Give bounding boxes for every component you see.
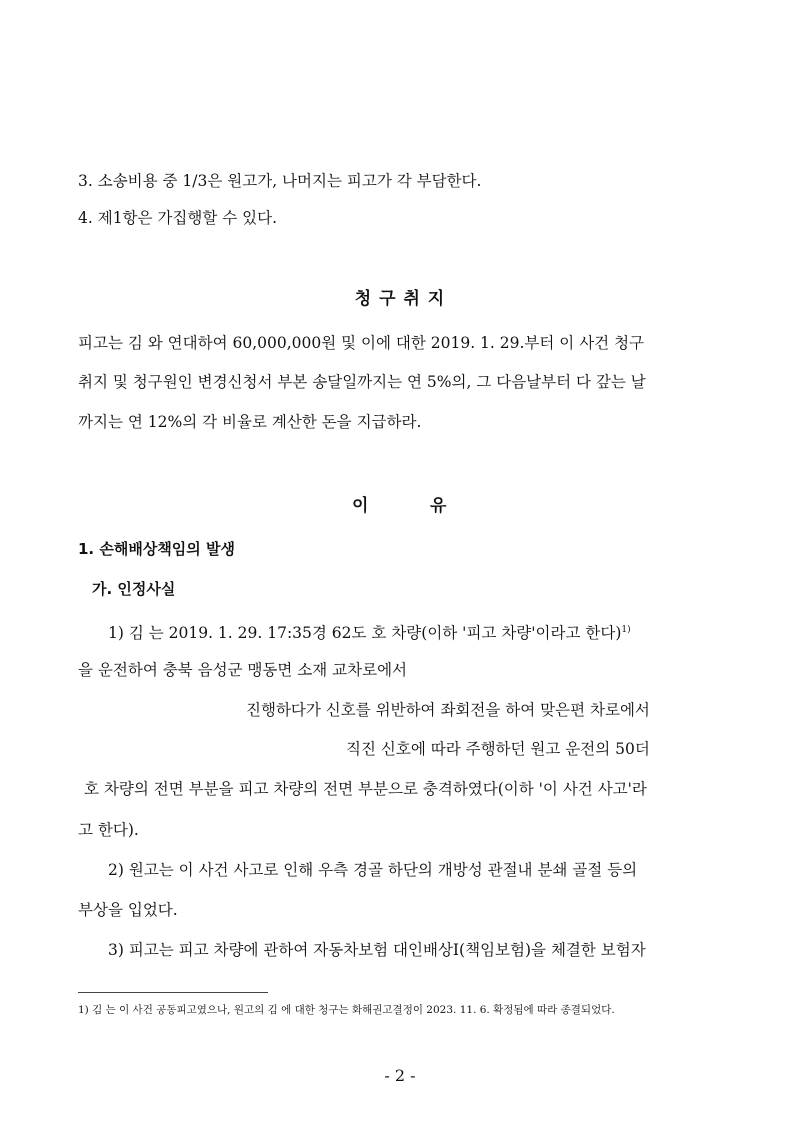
subsection-a-title: 가. 인정사실 <box>92 580 176 598</box>
fact-1-line-6: 고 한다). <box>78 821 139 839</box>
footnote-1: 1) 김 는 이 사건 공동피고였으나, 원고의 김 에 대한 청구는 화해권고결정이 2023. 11. 6. 확정됨에 따라 종결되었다. <box>78 1004 615 1016</box>
footnote-ref-1: 1) <box>621 625 631 635</box>
reasons-heading-right: 유 <box>430 496 447 516</box>
reasons-heading-left: 이 <box>352 496 369 516</box>
order-item-3: 3. 소송비용 중 1/3은 원고가, 나머지는 피고가 각 부담한다. <box>78 172 482 190</box>
page-number: - 2 - <box>384 1066 416 1085</box>
order-item-4: 4. 제1항은 가집행할 수 있다. <box>78 209 278 227</box>
section-1-title: 1. 손해배상책임의 발생 <box>78 540 235 558</box>
claim-line-3: 까지는 연 12%의 각 비율로 계산한 돈을 지급하라. <box>78 413 422 431</box>
fact-2-line-1: 2) 원고는 이 사건 사고로 인해 우측 경골 하단의 개방성 관절내 분쇄 골절 등의 <box>108 861 638 879</box>
claim-line-2: 취지 및 청구원인 변경신청서 부본 송달일까지는 연 5%의, 그 다음날부터 다 갚는 날 <box>78 373 646 391</box>
fact-3-line-1: 3) 피고는 피고 차량에 관하여 자동차보험 대인배상Ⅰ(책임보험)을 체결한 보험자 <box>108 941 646 959</box>
fact-1-line-5: 호 차량의 전면 부분을 피고 차량의 전면 부분으로 충격하였다(이하 '이 사건 사고'라 <box>84 780 647 798</box>
fact-1-line-1 <box>108 620 631 643</box>
fact-2-line-2: 부상을 입었다. <box>78 901 178 919</box>
claim-line-1: 피고는 김 와 연대하여 60,000,000원 및 이에 대한 2019. 1. 29.부터 이 사건 청구 <box>78 334 645 352</box>
fact-1-line-3: 진행하다가 신호를 위반하여 좌회전을 하여 맞은편 차로에서 <box>246 701 650 719</box>
fact-1-line-1-text: 1) 김 는 2019. 1. 29. 17:35경 62도 호 차량(이하 '피고 차량'이라고 한다) <box>108 624 622 643</box>
fact-1-line-2: 을 운전하여 충북 음성군 맹동면 소재 교차로에서 <box>78 661 408 679</box>
claim-heading: 청 구 취 지 <box>354 289 446 309</box>
footnote-divider <box>78 992 268 993</box>
fact-1-line-4: 직진 신호에 따라 주행하던 원고 운전의 50더 <box>346 740 650 758</box>
